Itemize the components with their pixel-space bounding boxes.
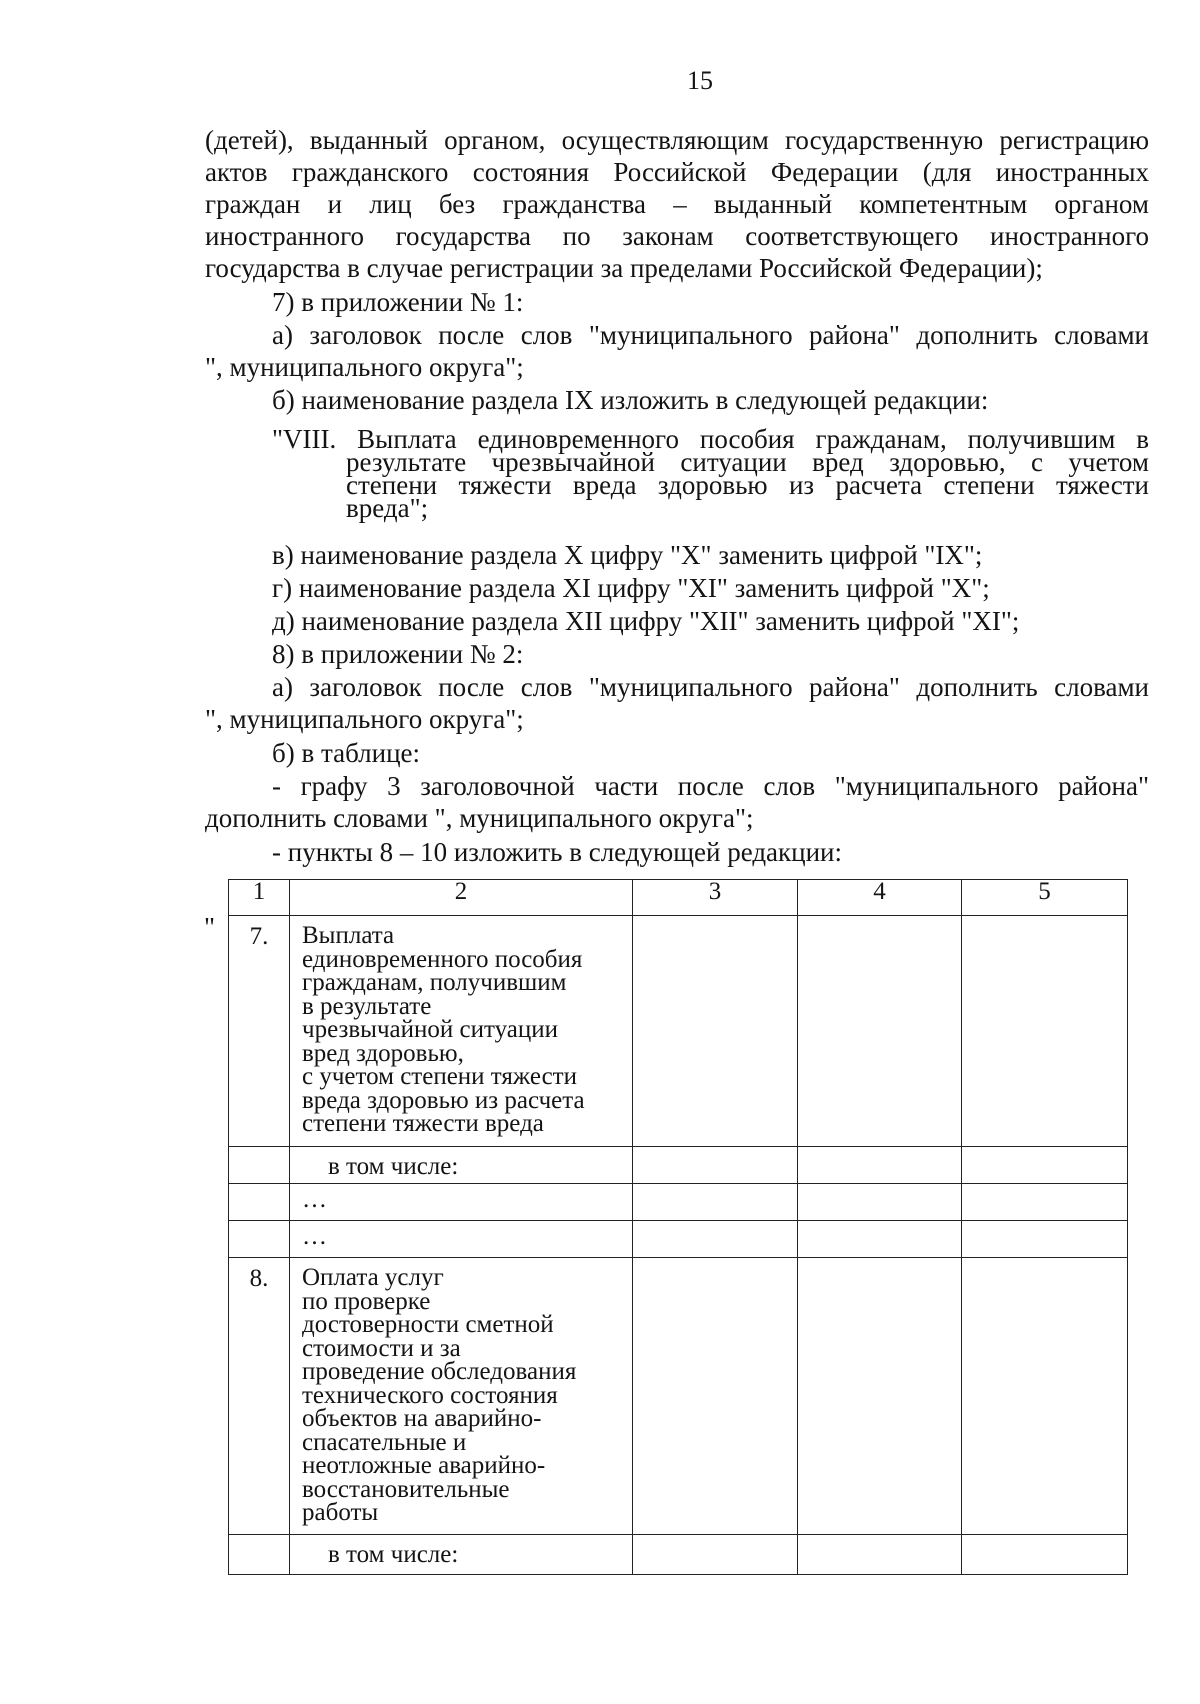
empty-cell	[798, 1535, 962, 1575]
column-header: 1	[229, 880, 290, 916]
quoted-heading-last: вреда";	[346, 493, 429, 523]
paragraph-line: (детей), выданный органом, осуществляющим государственную регистрацию	[205, 125, 1149, 155]
empty-cell	[633, 916, 798, 1147]
paragraph-line: граждан и лиц без гражданства – выданный компетентным органом	[205, 189, 1149, 219]
empty-cell	[798, 916, 962, 1147]
quoted-heading	[272, 424, 1149, 523]
empty-cell	[962, 1147, 1128, 1184]
row-description	[290, 1258, 633, 1535]
empty-cell	[229, 1535, 290, 1575]
description-line: восстановительные	[302, 1475, 510, 1503]
quoted-heading-line: степени тяжести вреда здоровью из расчета степени тяжести	[346, 470, 1149, 500]
column-header: 3	[633, 880, 798, 916]
description-line: единовременного пособия	[302, 945, 583, 973]
ellipsis-cell: …	[290, 1184, 633, 1221]
description-line: степени тяжести вреда	[302, 1110, 544, 1137]
quoted-heading-rest	[272, 447, 1149, 523]
dash-1-line2: дополнить словами ", муниципального округа";	[205, 803, 754, 833]
empty-cell	[962, 916, 1128, 1147]
description-line: работы	[302, 1499, 379, 1526]
table-open-quote: "	[204, 912, 216, 942]
empty-cell	[633, 1147, 798, 1184]
column-header: 5	[962, 880, 1128, 916]
description-line: вреда здоровью из расчета	[302, 1086, 585, 1114]
table-header-row	[229, 880, 1128, 916]
empty-cell	[962, 1221, 1128, 1258]
item-7g: г) наименование раздела XI цифру "XI" заменить цифрой "X";	[272, 573, 990, 603]
item-7b: б) наименование раздела IX изложить в следующей редакции:	[272, 385, 989, 415]
description-line: гражданам, получившим	[302, 969, 567, 996]
paragraph-line: иностранного государства по законам соответствующего иностранного	[205, 221, 1149, 251]
item-7a-line1: а) заголовок после слов "муниципального района" дополнить словами	[272, 320, 1149, 350]
description-line: проведение обследования	[302, 1358, 577, 1385]
empty-cell	[798, 1258, 962, 1535]
item-7a-line2: ", муниципального округа";	[205, 352, 524, 382]
description-line: чрезвычайной ситуации	[302, 1016, 558, 1043]
including-label: в том числе:	[290, 1147, 633, 1184]
description-line: спасательные и	[302, 1428, 467, 1456]
description-line: с учетом степени тяжести	[302, 1063, 577, 1090]
page-number: 15	[687, 66, 713, 95]
description-line: в результате	[302, 992, 432, 1020]
table-row	[229, 916, 1128, 1147]
table-row	[229, 1535, 1128, 1575]
dash-2: - пункты 8 – 10 изложить в следующей редакции:	[272, 837, 843, 867]
empty-cell	[633, 1535, 798, 1575]
description-line: Выплата	[302, 922, 395, 949]
including-label: в том числе:	[290, 1535, 633, 1575]
empty-cell	[229, 1221, 290, 1258]
description-line: вред здоровью,	[302, 1039, 464, 1067]
row-number: 7.	[229, 916, 290, 1147]
dash-1-line1: - графу 3 заголовочной части после слов "муниципального района"	[272, 771, 1149, 801]
description-line: Оплата услуг	[302, 1264, 444, 1291]
item-7d: д) наименование раздела XII цифру "XII" заменить цифрой "XI";	[272, 606, 1020, 636]
empty-cell	[962, 1184, 1128, 1221]
description-line: технического состояния	[302, 1381, 558, 1409]
table-row	[229, 1258, 1128, 1535]
empty-cell	[962, 1535, 1128, 1575]
quoted-heading-line: результате чрезвычайной ситуации вред здоровью, с учетом	[346, 447, 1149, 477]
ellipsis-cell: …	[290, 1221, 633, 1258]
empty-cell	[633, 1184, 798, 1221]
item-8a-line1: а) заголовок после слов "муниципального района" дополнить словами	[272, 672, 1149, 702]
paragraph-line: государства в случае регистрации за пределами Российской Федерации);	[205, 253, 1043, 283]
empty-cell	[633, 1258, 798, 1535]
table-row	[229, 1221, 1128, 1258]
item-8a-line2: ", муниципального округа";	[205, 704, 524, 734]
empty-cell	[962, 1258, 1128, 1535]
column-header: 4	[798, 880, 962, 916]
empty-cell	[229, 1147, 290, 1184]
item-7v: в) наименование раздела X цифру "X" заменить цифрой "IX";	[272, 540, 983, 570]
table-row	[229, 1147, 1128, 1184]
description-line: объектов на аварийно-	[302, 1405, 542, 1432]
paragraph-line: актов гражданского состояния Российской Федерации (для иностранных	[205, 157, 1149, 187]
description-line: по проверке	[302, 1287, 431, 1315]
empty-cell	[633, 1221, 798, 1258]
description-line: достоверности сметной	[302, 1311, 554, 1338]
column-header: 2	[290, 880, 633, 916]
empty-cell	[798, 1221, 962, 1258]
table-row	[229, 1184, 1128, 1221]
row-description	[290, 916, 633, 1147]
empty-cell	[798, 1147, 962, 1184]
empty-cell	[798, 1184, 962, 1221]
item-8b: б) в таблице:	[272, 738, 421, 768]
quoted-heading-first: "VIII. Выплата единовременного пособия гражданам, получившим в	[272, 424, 1149, 454]
description-line: неотложные аварийно-	[302, 1452, 546, 1479]
item-8: 8) в приложении № 2:	[272, 639, 524, 669]
row-number: 8.	[229, 1258, 290, 1535]
item-7: 7) в приложении № 1:	[272, 287, 524, 317]
amendment-table	[228, 879, 1128, 1575]
empty-cell	[229, 1184, 290, 1221]
description-line: стоимости и за	[302, 1334, 461, 1362]
